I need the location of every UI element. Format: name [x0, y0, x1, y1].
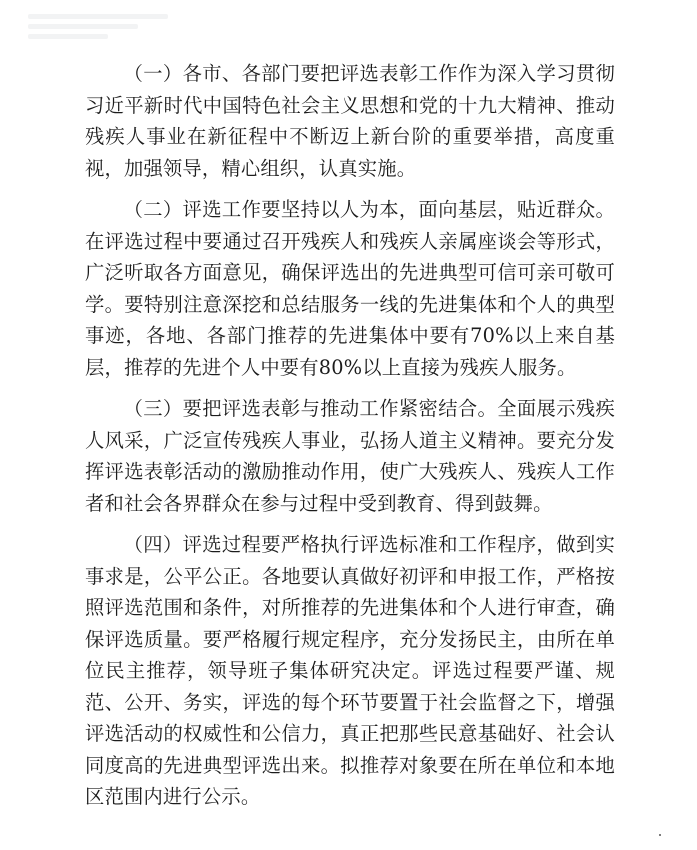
document-body	[85, 58, 615, 823]
scan-dot	[659, 834, 661, 836]
paragraph-3: （三）要把评选表彰与推动工作紧密结合。全面展示残疾人风采，广泛宣传残疾人事业，弘扬人道主义精神。要充分发挥评选表彰活动的激励推动作用，使广大残疾人、残疾人工作者和社会各界群众在参与过程中受到教育、得到鼓舞。	[85, 397, 615, 515]
paragraph-2: （二）评选工作要坚持以人为本，面向基层，贴近群众。在评选过程中要通过召开残疾人和残疾人亲属座谈会等形式，广泛听取各方面意见，确保评选出的先进典型可信可亲可敬可学。要特别注意深挖和总结服务一线的先进集体和个人的典型事迹，各地、各部门推荐的先进集体中要有70%以上来自基层，推荐的先进个人中要有80%以上直接为残疾人服务。	[85, 198, 615, 379]
paragraph-1: （一）各市、各部门要把评选表彰工作作为深入学习贯彻习近平新时代中国特色社会主义思想和党的十九大精神、推动残疾人事业在新征程中不断迈上新台阶的重要举措，高度重视，加强领导，精心组织，认真实施。	[85, 62, 615, 180]
paragraph-4: （四）评选过程要严格执行评选标准和工作程序，做到实事求是，公平公正。各地要认真做好初评和申报工作，严格按照评选范围和条件，对所推荐的先进集体和个人进行审查，确保评选质量。要严格履行规定程序，充分发扬民主，由所在单位民主推荐，领导班子集体研究决定。评选过程要严谨、规范、公开、务实，评选的每个环节要置于社会监督之下，增强评选活动的权威性和公信力，真正把那些民意基础好、社会认同度高的先进典型评选出来。拟推荐对象要在所在单位和本地区范围内进行公示。	[85, 533, 615, 808]
faded-header-mark	[28, 14, 178, 44]
